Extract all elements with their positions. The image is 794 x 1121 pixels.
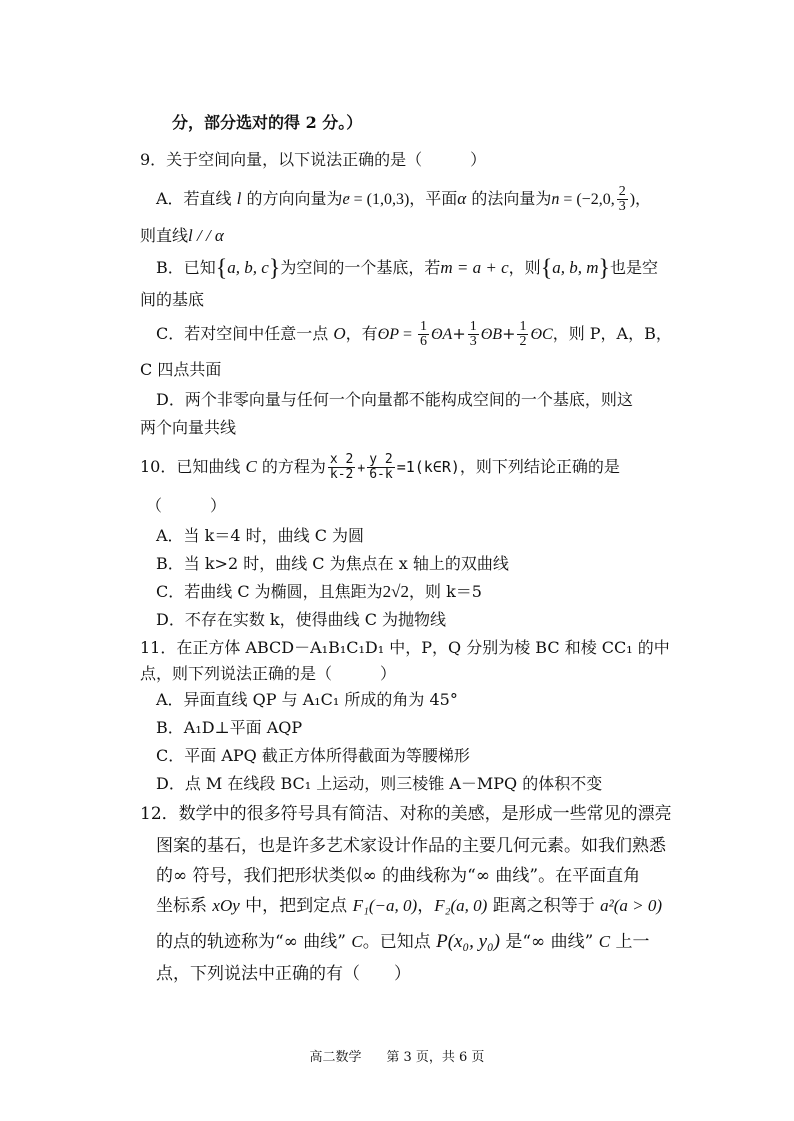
q9-option-c: C．若对空间中任意一点 O，有→ OP = $\frac{1}{6}$ → OA+ $\frac{1}{3}$ → OB+ $\frac{1}{2}$ → OC，则 P，A，B， bbox=[156, 318, 672, 351]
q12-line4: 坐标系 xOy 中，把到定点 F₁(−a, 0)，F₂(a, 0) 距离之积等于 a²(a > 0) bbox=[156, 896, 663, 916]
vector-n: → n bbox=[551, 191, 559, 208]
footer-page-number: 第 3 页，共 6 页 bbox=[386, 1050, 485, 1065]
fraction-two-thirds: $\frac{2}{3}$ bbox=[618, 184, 626, 214]
q9-option-d: D．两个非零向量与任何一个向量都不能构成空间的一个基底，则这 bbox=[156, 390, 633, 409]
q10-option-a: A．当 k＝4 时，曲线 C 为圆 bbox=[156, 526, 365, 545]
fraction-x2: $\frac{x 2}{k-2}$ bbox=[329, 452, 354, 482]
q10-stem: 10．已知曲线 C 的方程为 $\frac{x 2}{k-2}$ + $\frac{y 2}{6-k}$ =1(k∈R)，则下列结论正确的是 bbox=[140, 452, 620, 482]
q11-option-d: D．点 M 在线段 BC₁ 上运动，则三棱锥 A－MPQ 的体积不变 bbox=[156, 774, 603, 793]
q12-line1: 12．数学中的很多符号具有简洁、对称的美感，是形成一些常见的漂亮 bbox=[140, 804, 672, 824]
q9-option-d-line2: 两个向量共线 bbox=[140, 418, 237, 437]
q10-option-b: B．当 k>2 时，曲线 C 为焦点在 x 轴上的双曲线 bbox=[156, 554, 509, 573]
q10-option-c: C．若曲线 C 为椭圆，且焦距为2√2，则 k＝5 bbox=[156, 582, 482, 601]
q9-option-b-line2: 间的基底 bbox=[140, 290, 205, 309]
basis-set-abm: a, b, m bbox=[552, 258, 599, 277]
q10-paren: （ ） bbox=[146, 496, 227, 515]
footer-subject: 高二数学 bbox=[309, 1050, 362, 1065]
q9-stem: 9．关于空间向量，以下说法正确的是（ ） bbox=[140, 150, 487, 169]
page-footer bbox=[0, 1048, 794, 1068]
q9-option-a-line2: 则直线l / / α bbox=[140, 226, 224, 245]
q12-line6: 点，下列说法中正确的有（ ） bbox=[156, 964, 411, 984]
header-note: 分，部分选对的得 2 分。） bbox=[172, 113, 363, 132]
q9-option-a: A．若直线 l 的方向向量为→ e = (1,0,3)，平面α 的法向量为→ n = (−2,0, $\frac{2}{3}$ )， bbox=[156, 184, 651, 215]
q9-option-c-line2: C 四点共面 bbox=[140, 360, 222, 379]
q11-option-a: A．异面直线 QP 与 A₁C₁ 所成的角为 45° bbox=[156, 690, 458, 709]
q11-stem-line2: 点，则下列说法正确的是（ ） bbox=[140, 664, 397, 683]
fraction-y2: $\frac{y 2}{6-k}$ bbox=[369, 452, 393, 482]
q12-line5: 的点的轨迹称为“∞ 曲线” C。已知点 P(x₀, y₀) 是“∞ 曲线” C 上一 bbox=[156, 931, 650, 952]
q10-option-d: D．不存在实数 k，使得曲线 C 为抛物线 bbox=[156, 610, 447, 629]
vector-e: → e bbox=[342, 191, 349, 208]
q11-option-c: C．平面 APQ 截正方体所得截面为等腰梯形 bbox=[156, 746, 470, 765]
basis-set-abc: a, b, c bbox=[227, 258, 269, 277]
q9-option-b: B．已知{a, b, c}为空间的一个基底，若m = a + c，则{a, b, m}也是空 bbox=[156, 255, 659, 282]
q11-stem: 11．在正方体 ABCD－A₁B₁C₁D₁ 中，P，Q 分别为棱 BC 和棱 CC₁ 的中 bbox=[140, 638, 670, 657]
q12-line3: 的∞ 符号，我们把形状类似∞ 的曲线称为“∞ 曲线”。在平面直角 bbox=[156, 866, 641, 886]
q12-line2: 图案的基石，也是许多艺术家设计作品的主要几何元素。如我们熟悉 bbox=[156, 836, 666, 856]
q11-option-b: B．A₁D⊥平面 AQP bbox=[156, 718, 303, 737]
